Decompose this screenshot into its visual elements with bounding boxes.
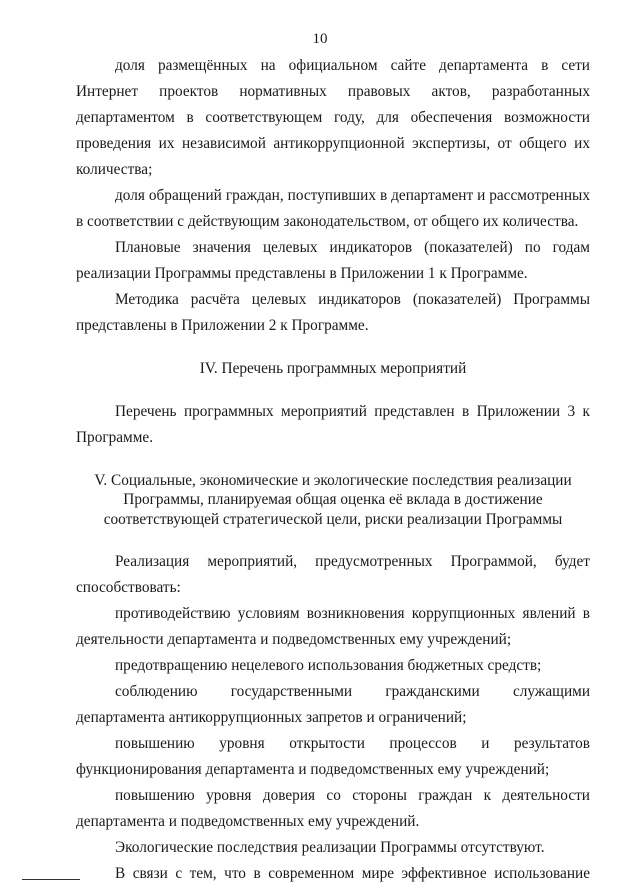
paragraph: Перечень программных мероприятий представлен в Приложении 3 к Программе. (76, 402, 590, 446)
section-heading: IV. Перечень программных мероприятий (199, 360, 467, 377)
paragraph: предотвращению нецелевого использования бюджетных средств; (115, 657, 542, 674)
footer-rule (22, 879, 80, 880)
page-number: 10 (312, 31, 328, 47)
paragraph: доля размещённых на официальном сайте департамента в сети Интернет проектов нормативных правовых актов, разработанных департаментом в соответствующем году, для обеспечения возможности проведения их независимой антикоррупционной экспертизы, от общего их количества; (76, 57, 590, 178)
paragraph: В связи с тем, что в современном мире эффективное использование (115, 865, 590, 882)
paragraph: противодействию условиям возникновения коррупционных явлений в деятельности департамента и подведомственных ему учреждений; (76, 605, 590, 648)
section-heading-line: соответствующей стратегической цели, риски реализации Программы (103, 510, 563, 528)
section-heading-line: Программы, планируемая общая оценка её вклада в достижение (123, 491, 543, 508)
document-body (76, 53, 590, 887)
paragraph: доля обращений граждан, поступивших в департамент и рассмотренных в соответствии с действующим законодательством, от общего их количества. (76, 187, 590, 230)
paragraph: Экологические последствия реализации Программы отсутствуют. (115, 839, 545, 856)
paragraph: соблюдению государственными гражданскими служащими департамента антикоррупционных запретов и ограничений; (76, 683, 590, 726)
paragraph: повышению уровня доверия со стороны граждан к деятельности департамента и подведомственных ему учреждений. (76, 787, 590, 830)
paragraph: Реализация мероприятий, предусмотренных Программой, будет способствовать: (76, 553, 590, 596)
paragraph: Методика расчёта целевых индикаторов (показателей) Программы представлены в Приложении 2 к Программе. (76, 291, 590, 334)
paragraph: повышению уровня открытости процессов и результатов функционирования департамента и подведомственных ему учреждений; (76, 735, 590, 778)
section-heading-line: V. Социальные, экономические и экологические последствия реализации (94, 471, 572, 489)
paragraph: Плановые значения целевых индикаторов (показателей) по годам реализации Программы представлены в Приложении 1 к Программе. (76, 239, 590, 282)
section-heading (76, 471, 590, 530)
